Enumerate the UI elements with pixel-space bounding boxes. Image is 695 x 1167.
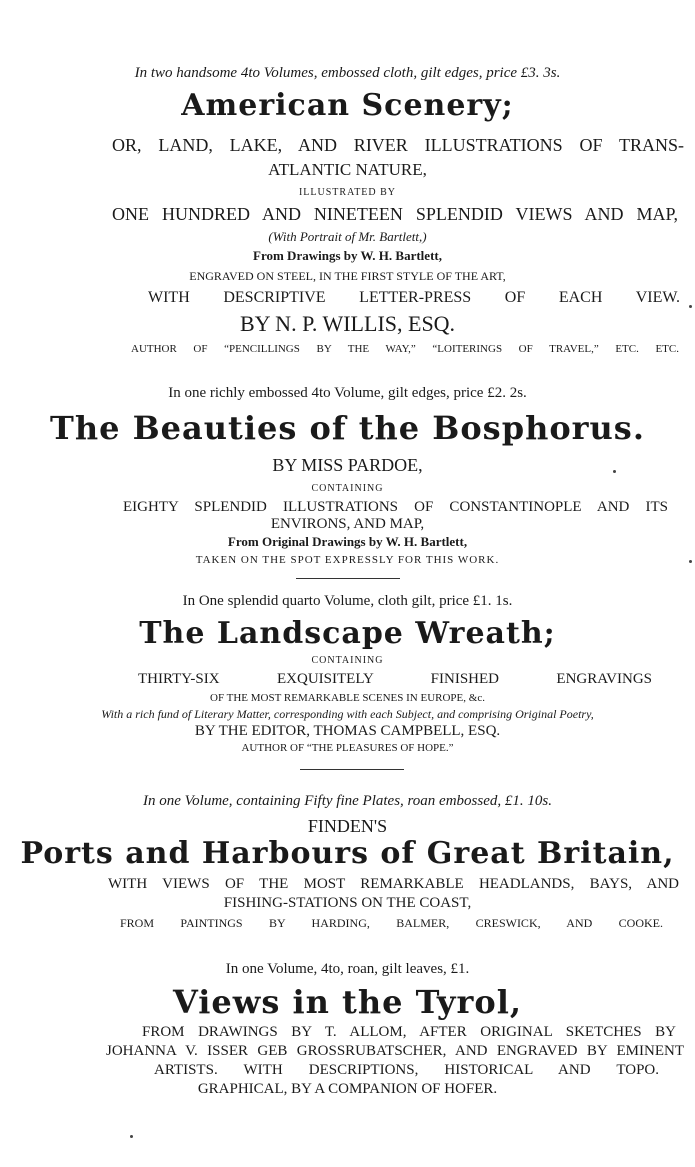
ad5-line-3: ARTISTS. WITH DESCRIPTIONS, HISTORICAL AND TOPO. bbox=[154, 1062, 659, 1078]
ink-speck bbox=[689, 305, 692, 308]
ad4-paintings: FROM PAINTINGS BY HARDING, BALMER, CRESWICK, AND COOKE. bbox=[120, 916, 663, 930]
ad3-title: The Landscape Wreath; bbox=[139, 616, 556, 651]
ad2-price-line: In one richly embossed 4to Volume, gilt edges, price £2. 2s. bbox=[168, 385, 527, 401]
ad4-views-2: FISHING-STATIONS ON THE COAST, bbox=[223, 895, 472, 911]
ad1-letterpress: WITH DESCRIPTIVE LETTER-PRESS OF EACH VIEW. bbox=[148, 289, 680, 306]
ad1-portrait: (With Portrait of Mr. Bartlett,) bbox=[268, 229, 427, 244]
ad3-engravings: THIRTY-SIX EXQUISITELY FINISHED ENGRAVINGS bbox=[138, 671, 652, 687]
ad5-title: Views in the Tyrol, bbox=[173, 983, 522, 1021]
ad2-author: BY MISS PARDOE, bbox=[272, 455, 423, 475]
ad5-price-line: In one Volume, 4to, roan, gilt leaves, £1. bbox=[225, 961, 470, 977]
ink-speck bbox=[613, 470, 616, 473]
ad5-line-4: GRAPHICAL, BY A COMPANION OF HOFER. bbox=[197, 1081, 498, 1097]
ad1-subtitle-1: OR, LAND, LAKE, AND RIVER ILLUSTRATIONS OF TRANS- bbox=[112, 135, 684, 155]
ad2-illustrations-2: ENVIRONS, AND MAP, bbox=[270, 516, 425, 532]
ad3-editor: BY THE EDITOR, THOMAS CAMPBELL, ESQ. bbox=[194, 723, 501, 739]
divider-rule bbox=[296, 578, 400, 579]
ad4-views-1: WITH VIEWS OF THE MOST REMARKABLE HEADLANDS, BAYS, AND bbox=[108, 876, 679, 892]
ad1-price-line: In two handsome 4to Volumes, embossed cloth, gilt edges, price £3. 3s. bbox=[134, 65, 561, 81]
ad2-taken: TAKEN ON THE SPOT EXPRESSLY FOR THIS WORK. bbox=[195, 554, 500, 566]
ad1-subtitle-2: ATLANTIC NATURE, bbox=[268, 160, 427, 179]
divider-rule bbox=[300, 769, 404, 770]
ink-speck bbox=[130, 1135, 133, 1138]
ad1-drawings: From Drawings by W. H. Bartlett, bbox=[253, 248, 442, 263]
ad1-views: ONE HUNDRED AND NINETEEN SPLENDID VIEWS AND MAP, bbox=[112, 204, 678, 224]
ad3-price-line: In One splendid quarto Volume, cloth gilt, price £1. 1s. bbox=[182, 593, 513, 609]
ad5-line-1: FROM DRAWINGS BY T. ALLOM, AFTER ORIGINAL SKETCHES BY bbox=[142, 1024, 676, 1040]
ad2-drawings: From Original Drawings by W. H. Bartlett, bbox=[227, 534, 468, 549]
ad2-title: The Beauties of the Bosphorus. bbox=[50, 409, 645, 447]
ad4-title: Ports and Harbours of Great Britain, bbox=[20, 836, 675, 871]
ad4-price-line: In one Volume, containing Fifty fine Plates, roan embossed, £1. 10s. bbox=[143, 793, 552, 809]
ink-speck bbox=[689, 560, 692, 563]
ad1-illustrated-by: ILLUSTRATED BY bbox=[298, 187, 397, 198]
ad3-containing: CONTAINING bbox=[311, 655, 384, 666]
ad3-scenes: OF THE MOST REMARKABLE SCENES IN EUROPE, &c. bbox=[210, 692, 485, 704]
ad5-line-2: JOHANNA V. ISSER GEB GROSSRUBATSCHER, AND ENGRAVED BY EMINENT bbox=[106, 1043, 684, 1059]
ad1-author: BY N. P. WILLIS, ESQ. bbox=[239, 311, 456, 336]
ad3-author-of: AUTHOR OF “THE PLEASURES OF HOPE.” bbox=[241, 742, 454, 754]
ad3-fund: With a rich fund of Literary Matter, corresponding with each Subject, and comprising Original Poetry, bbox=[101, 707, 594, 721]
ad1-engraved: ENGRAVED ON STEEL, IN THE FIRST STYLE OF THE ART, bbox=[189, 269, 506, 283]
ad2-illustrations-1: EIGHTY SPLENDID ILLUSTRATIONS OF CONSTANTINOPLE AND ITS bbox=[123, 499, 668, 515]
ad2-containing: CONTAINING bbox=[311, 483, 384, 494]
ad1-title: American Scenery; bbox=[181, 88, 514, 123]
ad1-author-of: AUTHOR OF “PENCILLINGS BY THE WAY,” “LOITERINGS OF TRAVEL,” ETC. ETC. bbox=[131, 343, 679, 355]
ad4-publisher: FINDEN'S bbox=[307, 816, 388, 836]
